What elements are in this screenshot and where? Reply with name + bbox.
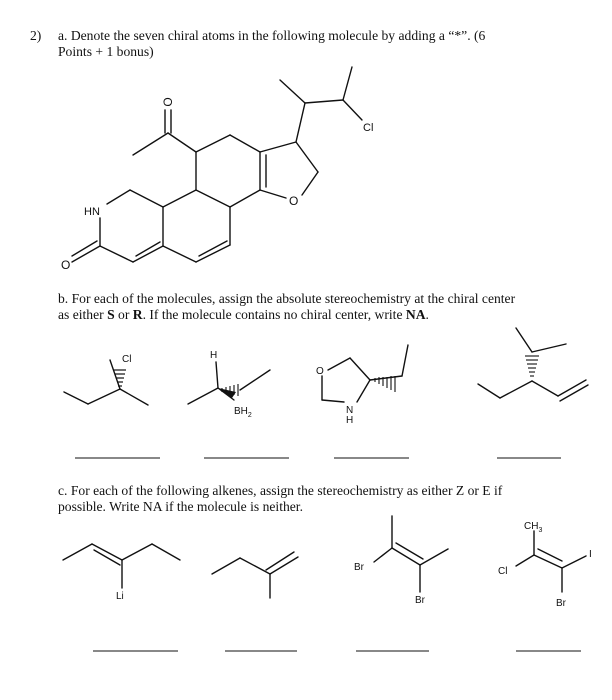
part-c-alkene-4 [498, 521, 592, 609]
i-label: I [589, 549, 592, 560]
bh2-label [234, 406, 252, 419]
br-label-c3: Br [556, 598, 566, 609]
part-b-text-b: or [114, 307, 133, 322]
part-c-alkene-1 [63, 544, 180, 602]
br-label-c1: Br [354, 562, 364, 573]
part-b-molecule-1 [64, 354, 148, 405]
nh-h-label-b: H [346, 415, 354, 426]
part-b-text-a: as either [58, 307, 108, 322]
part-b-molecule-3 [316, 345, 408, 426]
ch3-label [524, 521, 542, 534]
part-b-text-c: . If the molecule contains no chiral center, write [142, 307, 406, 322]
part-b-molecule-2 [188, 350, 270, 419]
h-label: H [210, 350, 218, 361]
part-b-molecule-4 [478, 328, 588, 401]
part-b-instruction-line1: b. For each of the molecules, assign the absolute stereochemistry at the chiral center [58, 291, 516, 306]
part-c-instruction-line1: c. For each of the following alkenes, assign the stereochemistry as either Z or E if [58, 483, 503, 498]
cl-label-c: Cl [498, 566, 508, 577]
li-label: Li [116, 591, 124, 602]
option-s: S [107, 307, 115, 322]
nh-label: HN [84, 206, 100, 218]
cl-label-a: Cl [363, 122, 374, 134]
part-a-instruction-line1: a. Denote the seven chiral atoms in the following molecule by adding a “*”. (6 [58, 28, 486, 43]
bh2-subscript: 2 [247, 412, 252, 419]
part-b-text-d: . [425, 307, 429, 322]
ch-text: CH [524, 521, 539, 532]
ketone-o-label: O [161, 97, 175, 107]
part-a-molecule [61, 67, 373, 272]
lactam-o-label: O [61, 258, 71, 272]
part-c-alkene-3 [354, 516, 448, 606]
bh-text: BH [234, 406, 248, 417]
ch3-subscript: 3 [538, 527, 543, 534]
part-c-instruction-line2: possible. Write NA if the molecule is neither. [58, 499, 303, 514]
n-label-b: N [346, 405, 354, 416]
br-label-c2: Br [415, 595, 425, 606]
part-a-instruction-line2: Points + 1 bonus) [58, 44, 154, 59]
option-na: NA [405, 307, 426, 322]
part-c-alkene-2 [212, 552, 298, 598]
question-number: 2) [30, 28, 42, 43]
option-r: R [132, 307, 143, 322]
o-label-b: O [316, 366, 324, 377]
cl-label-b: Cl [122, 354, 132, 365]
ring-o-label: O [289, 194, 299, 208]
